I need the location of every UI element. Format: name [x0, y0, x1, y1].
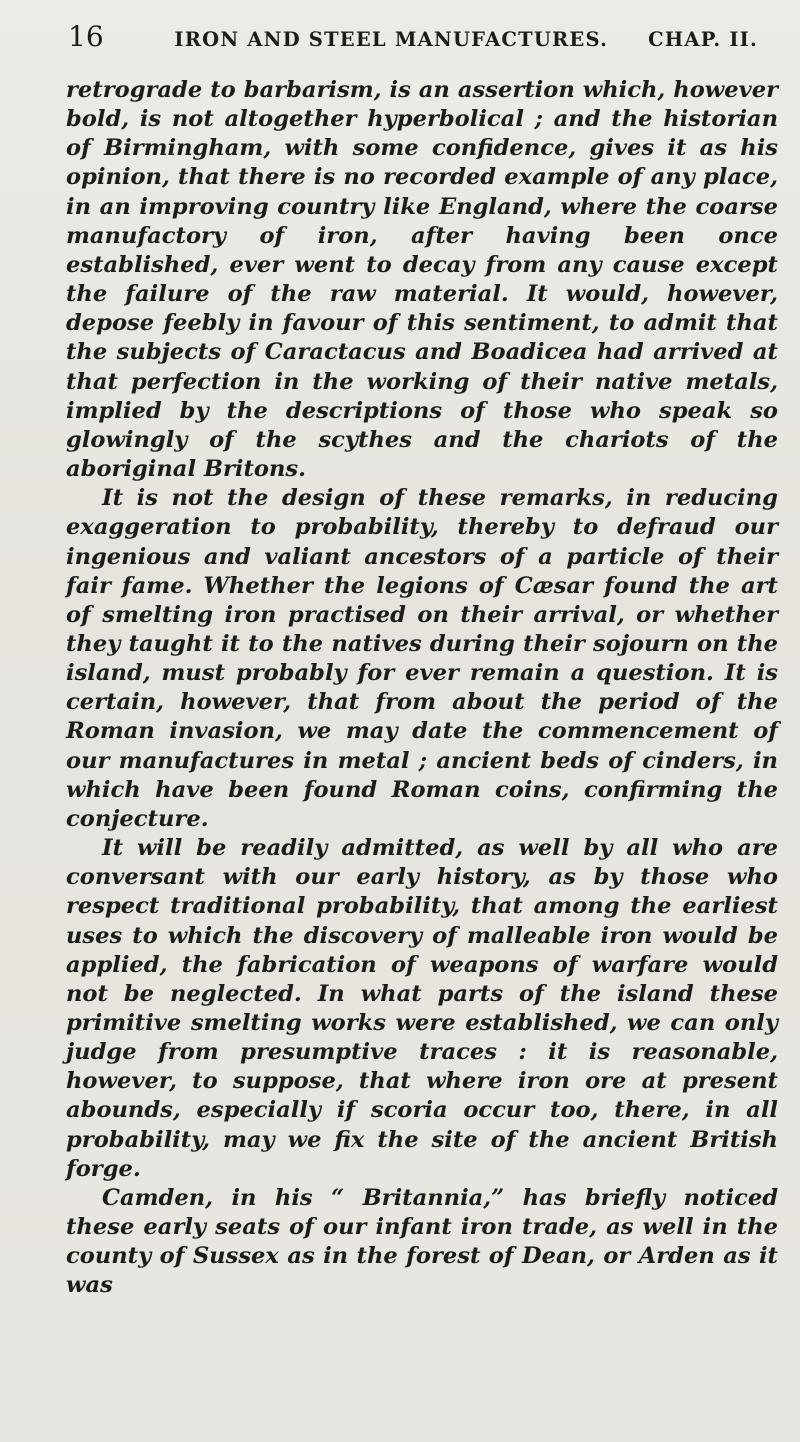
body-text — [66, 76, 778, 1301]
page-number: 16 — [68, 20, 104, 53]
paragraph: It will be readily admitted, as well by all who are conversant with our early history, as by those who respect traditional probability, that among the earliest uses to which the discovery of malleable iron would be applied, the fabrication of weapons of warfare would not be neglected. In what parts of the island these primitive smelting works were established, we can only judge from presumptive traces : it is reasonable, however, to suppose, that where iron ore at present abounds, especially if scoria occur too, there, in all probability, may we fix the site of the ancient British forge. — [66, 835, 778, 1182]
paragraph: Camden, in his “ Britannia,” has briefly noticed these early seats of our infant iron trade, as well in the county of Sussex as in the forest of Dean, or Arden as it was — [66, 1184, 778, 1299]
running-head — [68, 20, 758, 54]
chapter-label: CHAP. II. — [648, 28, 758, 51]
paragraph: It is not the design of these remarks, in reducing exaggeration to probability, thereby to defraud our ingenious and valiant ancestors of a particle of their fair fame. Whether the legions of Cæsar found the art of smelting iron practised on their arrival, or whether they taught it to the natives during their sojourn on the island, must probably for ever remain a question. It is certain, however, that from about the period of the Roman invasion, we may date the commencement of our manufactures in metal ; ancient beds of cinders, in which have been found Roman coins, confirming the conjecture. — [66, 485, 778, 832]
paragraph: retrograde to barbarism, is an assertion which, however bold, is not altogether hyperbolical ; and the historian of Birmingham, with some confidence, gives it as his opinion, that there is no recorded example of any place, in an improving country like England, where the coarse manufactory of iron, after having been once established, ever went to decay from any cause except the failure of the raw material. It would, however, depose feebly in favour of this sentiment, to admit that the subjects of Caractacus and Boadicea had arrived at that perfection in the working of their native metals, implied by the descriptions of those who speak so glowingly of the scythes and the chariots of the aboriginal Britons. — [66, 77, 778, 483]
running-title: IRON AND STEEL MANUFACTURES. — [174, 28, 609, 51]
